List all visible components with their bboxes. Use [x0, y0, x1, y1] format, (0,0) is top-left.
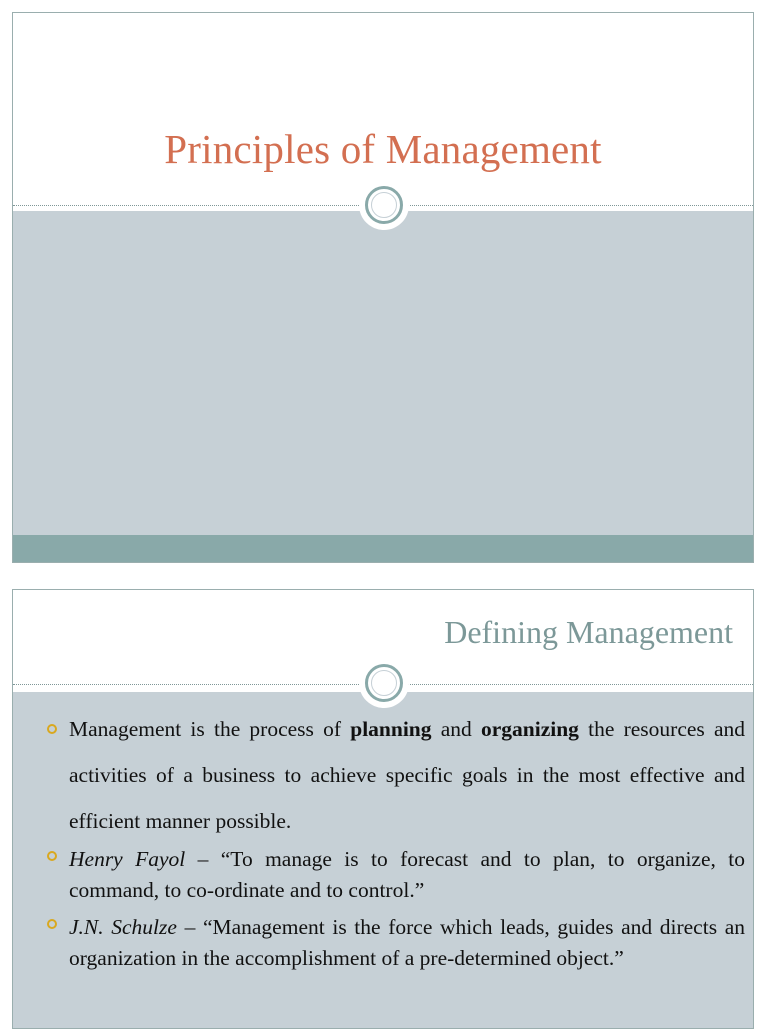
slide-title: Principles of Management — [164, 126, 602, 172]
list-item — [45, 912, 745, 974]
title-area — [13, 13, 753, 205]
bullet-text: the resources and activities of a business to achieve specific goals in the most effective and efficient manner possible. — [69, 717, 746, 833]
circle-ornament-icon — [359, 658, 409, 708]
bullet-circle-icon — [47, 851, 57, 861]
quote-author: J.N. Schulze — [69, 915, 177, 939]
slide-body — [13, 211, 753, 535]
circle-ornament-icon — [359, 180, 409, 230]
quote-text: – “Management is the force which leads, guides and directs an organization in the accomplishment of a pre-determined object.” — [69, 915, 745, 970]
bullet-emphasis: planning — [350, 717, 432, 741]
bullet-circle-icon — [47, 919, 57, 929]
bullet-emphasis: organizing — [480, 717, 579, 741]
title-slide — [12, 12, 754, 563]
bullet-text: Management is the process of — [69, 717, 351, 741]
bullet-text: and — [431, 717, 481, 741]
quote-author: Henry Fayol — [69, 847, 186, 871]
bullet-circle-icon — [47, 724, 57, 734]
quote-text: – “To manage is to forecast and to plan, to organize, to command, to co-ordinate and to control.” — [69, 847, 745, 902]
list-item — [45, 706, 745, 844]
slide-heading: Defining Management — [444, 614, 733, 650]
content-slide — [12, 589, 754, 1029]
bullet-list — [45, 718, 745, 974]
list-item — [45, 844, 745, 906]
footer-band — [13, 535, 753, 562]
